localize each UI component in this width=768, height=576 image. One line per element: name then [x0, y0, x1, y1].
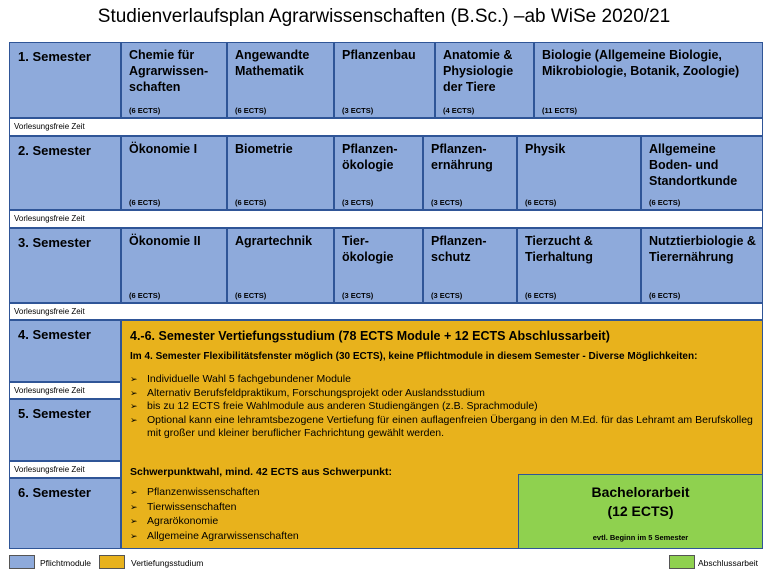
- semester-label: 3. Semester: [18, 235, 91, 250]
- break-label: Vorlesungsfreie Zeit: [14, 465, 85, 474]
- module-ects: (6 ECTS): [525, 198, 557, 207]
- list-item-text: Individuelle Wahl 5 fachgebundener Module: [147, 373, 351, 385]
- module-tierzucht: [517, 228, 641, 303]
- semester-label: 6. Semester: [18, 485, 91, 500]
- list-item: [130, 414, 760, 441]
- list-item: [130, 373, 760, 387]
- list-item: [130, 500, 510, 515]
- module-title: Chemie für Agrarwissen-schaften: [129, 48, 209, 94]
- bachelorarbeit-box: [518, 474, 763, 549]
- module-title: Nutztierbiologie & Tierernährung: [649, 234, 756, 264]
- module-biometrie: [227, 136, 334, 210]
- module-ects: (6 ECTS): [129, 106, 161, 115]
- break-label: Vorlesungsfreie Zeit: [14, 122, 85, 131]
- legend-label-vertiefungsstudium: Vertiefungsstudium: [131, 558, 204, 568]
- module-ects: (6 ECTS): [129, 198, 161, 207]
- module-ects: (3 ECTS): [431, 291, 463, 300]
- semester-2-label-cell: [9, 136, 121, 210]
- list-item-text: Alternativ Berufsfeldpraktikum, Forschungsprojekt oder Auslandsstudium: [147, 386, 485, 399]
- list-item: [130, 529, 510, 544]
- legend-swatch-abschlussarbeit: [669, 555, 695, 569]
- module-ects: (3 ECTS): [342, 291, 374, 300]
- break-row-4: [9, 382, 121, 399]
- arrow-bullet-icon: ➢: [130, 414, 138, 425]
- arrow-bullet-icon: ➢: [130, 530, 138, 541]
- semester-3-label-cell: [9, 228, 121, 303]
- module-ects: (3 ECTS): [342, 106, 374, 115]
- semester-6-label-cell: [9, 478, 121, 549]
- page-title: Studienverlaufsplan Agrarwissenschaften (B.Sc.) –ab WiSe 2020/21: [97, 6, 671, 27]
- module-oekonomie-2: [121, 228, 227, 303]
- semester-label: 5. Semester: [18, 406, 91, 421]
- vertiefung-subheading: Im 4. Semester Flexibilitätsfenster möglich (30 ECTS), keine Pflichtmodule in diesem Semester - Diverse Möglichkeiten:: [130, 351, 698, 362]
- semester-label: 4. Semester: [18, 327, 91, 342]
- schwerpunkt-options-list: [130, 485, 510, 543]
- module-title: Angewandte Mathematik: [235, 48, 310, 78]
- module-title: Biometrie: [235, 142, 293, 156]
- module-tieroekologie: [334, 228, 423, 303]
- module-ects: (6 ECTS): [525, 291, 557, 300]
- list-item-text: Agrarökonomie: [147, 515, 219, 527]
- break-row-5: [9, 461, 121, 478]
- list-item-text: bis zu 12 ECTS freie Wahlmodule aus anderen Studiengängen (z.B. Sprachmodule): [147, 400, 538, 412]
- break-label: Vorlesungsfreie Zeit: [14, 307, 85, 316]
- module-title: Pflanzen-ökologie: [342, 142, 398, 172]
- vertiefung-options-list: [130, 373, 760, 441]
- break-row-1: [9, 118, 763, 136]
- arrow-bullet-icon: ➢: [130, 374, 138, 384]
- module-nutztierbiologie: [641, 228, 763, 303]
- legend-label-abschlussarbeit: Abschlussarbeit: [698, 558, 759, 568]
- module-ects: (4 ECTS): [443, 106, 475, 115]
- module-title: Pflanzen-schutz: [431, 234, 487, 264]
- list-item-text: Tierwissenschaften: [147, 500, 237, 513]
- module-title: Biologie (Allgemeine Biologie, Mikrobiologie, Botanik, Zoologie): [542, 48, 740, 78]
- arrow-bullet-icon: ➢: [130, 401, 138, 411]
- module-pflanzenschutz: [423, 228, 517, 303]
- vertiefung-heading: 4.-6. Semester Vertiefungsstudium (78 ECTS Module + 12 ECTS Abschlussarbeit): [130, 329, 610, 343]
- module-title: Tier-ökologie: [342, 234, 394, 264]
- list-item-text: Pflanzenwissenschaften: [147, 486, 260, 498]
- module-agrartechnik: [227, 228, 334, 303]
- bachelorarbeit-title: [519, 483, 762, 521]
- arrow-bullet-icon: ➢: [130, 487, 138, 497]
- list-item: [130, 387, 760, 401]
- arrow-bullet-icon: ➢: [130, 516, 138, 526]
- module-pflanzenbau: [334, 42, 435, 118]
- module-title: Ökonomie I: [129, 142, 198, 156]
- break-row-3: [9, 303, 763, 320]
- semester-1-label-cell: [9, 42, 121, 118]
- module-ects: (6 ECTS): [649, 198, 681, 207]
- module-ects: (6 ECTS): [235, 198, 267, 207]
- module-pflanzenernaehrung: [423, 136, 517, 210]
- legend-swatch-vertiefungsstudium: [99, 555, 125, 569]
- module-biologie: [534, 42, 763, 118]
- semester-label: 1. Semester: [18, 49, 91, 64]
- list-item-text: Optional kann eine lehramtsbezogene Vertiefung für einen auflagenfreien Übergang in den M.Ed. für das Lehramt am Berufskolleg mit großer und kleiner beruflicher Fachrichtung gewählt werden.: [147, 413, 753, 439]
- list-item: [130, 514, 510, 529]
- module-bodenkunde: [641, 136, 763, 210]
- module-ects: (6 ECTS): [649, 291, 681, 300]
- list-item: [130, 485, 510, 500]
- module-ects: (6 ECTS): [235, 291, 267, 300]
- break-label: Vorlesungsfreie Zeit: [14, 214, 85, 223]
- list-item-text: Allgemeine Agrarwissenschaften: [147, 529, 299, 542]
- semester-4-label-cell: [9, 320, 121, 382]
- arrow-bullet-icon: ➢: [130, 387, 138, 398]
- module-title: Tierzucht & Tierhaltung: [525, 234, 593, 264]
- bachelorarbeit-ects: (12 ECTS): [607, 503, 674, 519]
- module-ects: (11 ECTS): [542, 106, 578, 115]
- arrow-bullet-icon: ➢: [130, 501, 138, 512]
- semester-label: 2. Semester: [18, 143, 91, 158]
- module-physik: [517, 136, 641, 210]
- schwerpunkt-heading: Schwerpunktwahl, mind. 42 ECTS aus Schwerpunkt:: [130, 466, 392, 478]
- module-anatomie: [435, 42, 534, 118]
- module-title: Pflanzen-ernährung: [431, 142, 493, 172]
- bachelorarbeit-note: evtl. Beginn im 5 Semester: [592, 533, 689, 542]
- module-mathematik: [227, 42, 334, 118]
- module-pflanzenoekologie: [334, 136, 423, 210]
- module-ects: (3 ECTS): [431, 198, 463, 207]
- legend-swatch-pflichtmodule: [9, 555, 35, 569]
- module-title: Ökonomie II: [129, 234, 201, 248]
- module-oekonomie-1: [121, 136, 227, 210]
- semester-5-label-cell: [9, 399, 121, 461]
- module-title: Agrartechnik: [235, 234, 313, 248]
- break-row-2: [9, 210, 763, 228]
- module-ects: (6 ECTS): [129, 291, 161, 300]
- module-title: Physik: [525, 142, 566, 156]
- module-title: Allgemeine Boden- und Standortkunde: [649, 142, 738, 188]
- module-ects: (6 ECTS): [235, 106, 267, 115]
- list-item: [130, 400, 760, 414]
- module-ects: (3 ECTS): [342, 198, 374, 207]
- legend-label-pflichtmodule: Pflichtmodule: [40, 558, 92, 568]
- bachelorarbeit-title-line: Bachelorarbeit: [591, 484, 690, 500]
- module-title: Pflanzenbau: [342, 48, 416, 62]
- break-label: Vorlesungsfreie Zeit: [14, 386, 85, 395]
- module-title: Anatomie & Physiologie der Tiere: [443, 48, 514, 94]
- module-chemie: [121, 42, 227, 118]
